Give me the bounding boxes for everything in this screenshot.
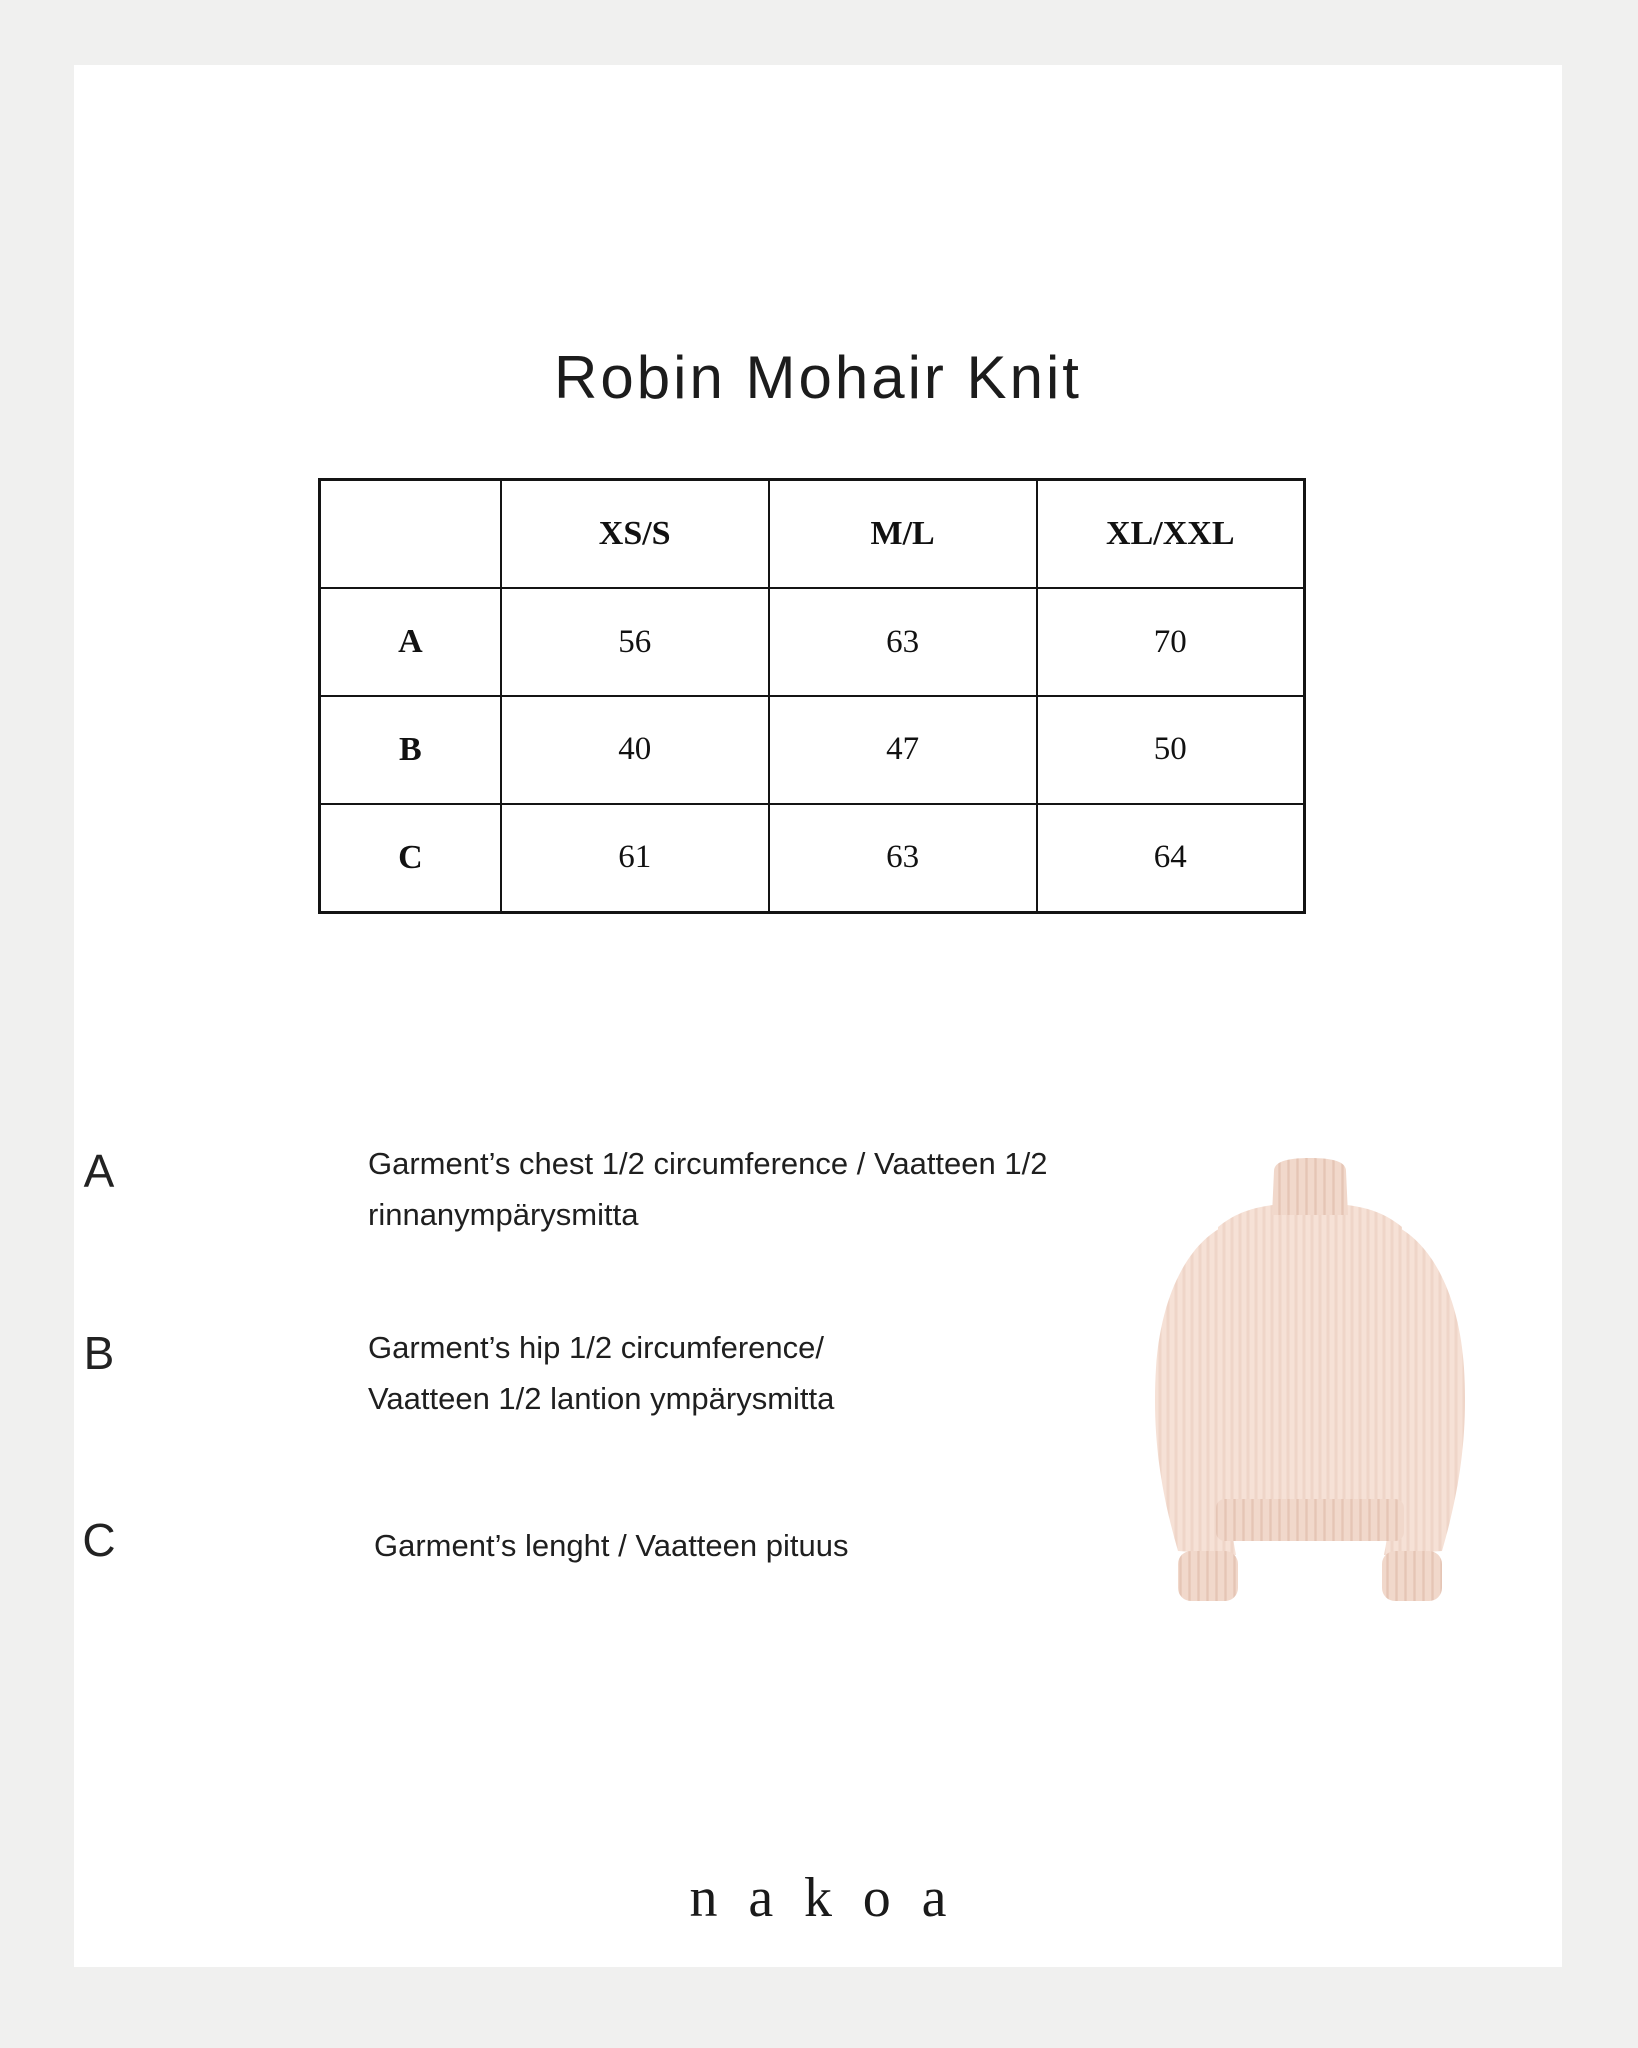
sweater-left-cuff — [1178, 1551, 1238, 1601]
legend-b-line2: Vaatteen 1/2 lantion ympärysmitta — [368, 1381, 835, 1416]
size-header-xs-s: XS/S — [501, 480, 769, 589]
size-table-header-row — [320, 480, 1305, 589]
product-photo-sweater — [1140, 1153, 1480, 1633]
row-label-a: A — [320, 588, 501, 696]
measurement-cell: 63 — [769, 804, 1037, 913]
legend-b-line1: Garment’s hip 1/2 circumference/ — [368, 1330, 825, 1365]
measurement-cell: 61 — [501, 804, 769, 913]
legend-item-c — [374, 1520, 1154, 1571]
measurement-cell: 64 — [1037, 804, 1305, 913]
measurement-cell: 40 — [501, 696, 769, 804]
legend-letter-b: B — [83, 1327, 115, 1379]
legend-a-line2: rinnanympärysmitta — [368, 1197, 639, 1232]
measurement-cell: 56 — [501, 588, 769, 696]
sweater-collar — [1272, 1158, 1348, 1215]
row-label-b: B — [320, 696, 501, 804]
sweater-hem — [1216, 1499, 1404, 1541]
row-label-c: C — [320, 804, 501, 913]
corner-cell — [320, 480, 501, 589]
legend-item-a — [368, 1138, 1148, 1240]
measurement-cell: 50 — [1037, 696, 1305, 804]
table-row-a — [320, 588, 1305, 696]
table-row-b — [320, 696, 1305, 804]
measurement-cell: 70 — [1037, 588, 1305, 696]
measurement-cell: 47 — [769, 696, 1037, 804]
measurement-cell: 63 — [769, 588, 1037, 696]
table-row-c — [320, 804, 1305, 913]
size-guide-card — [74, 65, 1562, 1967]
legend-item-b — [368, 1322, 1148, 1424]
product-title: Robin Mohair Knit — [554, 344, 1082, 411]
size-chart-table — [318, 478, 1306, 914]
sweater-right-cuff — [1382, 1551, 1442, 1601]
legend-letter-c: C — [82, 1514, 116, 1566]
brand-logo: nakoa — [689, 1867, 978, 1929]
legend-letter-a: A — [83, 1145, 115, 1197]
legend-a-line1: Garment’s chest 1/2 circumference / Vaatteen 1/2 — [368, 1146, 1048, 1181]
legend-c-line1: Garment’s lenght / Vaatteen pituus — [374, 1528, 849, 1563]
size-header-m-l: M/L — [769, 480, 1037, 589]
size-table — [318, 478, 1306, 914]
sweater-body — [1216, 1203, 1404, 1505]
size-header-xl-xxl: XL/XXL — [1037, 480, 1305, 589]
